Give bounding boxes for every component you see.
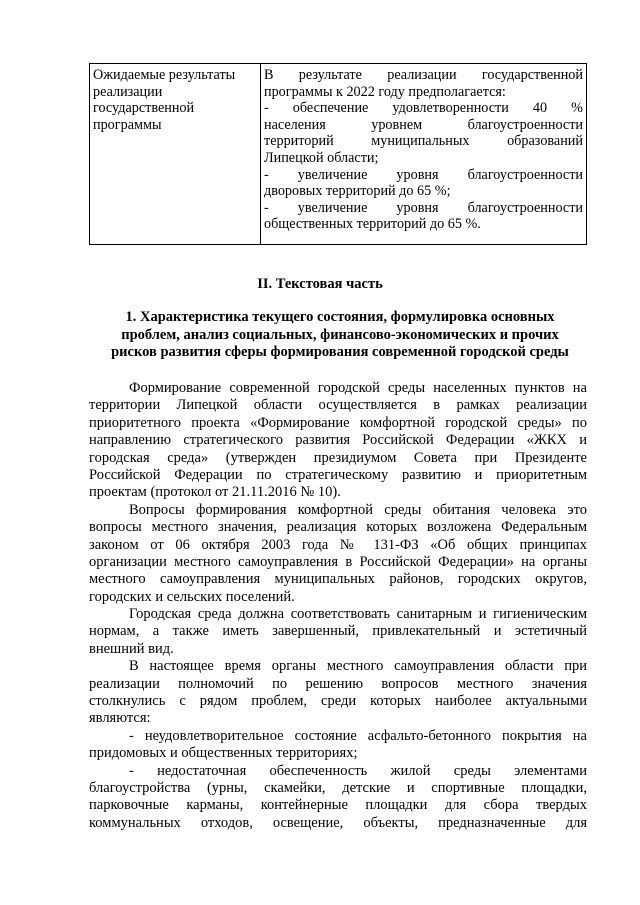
body-text-line: Российской Федерации по стратегическому развитию и приоритетным: [89, 466, 587, 483]
body-text-line: В настоящее время органы местного самоуправления области при: [129, 658, 587, 675]
body-text-line: приоритетного проекта «Формирование комфортной городской среды» по: [89, 414, 587, 431]
body-text-line: Городская среда должна соответствовать санитарным и гигиеническим: [129, 606, 587, 623]
table-content-line: - увеличение уровня благоустроенности: [264, 199, 583, 216]
table-label-cell: [90, 64, 261, 245]
body-text-line: направлению стратегического развития Российской Федерации «ЖКХ и: [89, 432, 587, 449]
table-content-line: территорий муниципальных образований: [264, 133, 583, 150]
body-text-line: городская среда» (утвержден президиумом Совета при Президенте: [89, 449, 587, 466]
body-text: [89, 380, 587, 832]
body-text-line: внешний вид.: [89, 640, 174, 657]
body-text-line: - недостаточная обеспеченность жилой среды элементами: [129, 762, 587, 779]
body-text-line: парковочные карманы, контейнерные площадки для сбора твердых: [89, 797, 587, 814]
body-text-line: нормам, а также иметь завершенный, привлекательный и эстетичный: [89, 623, 587, 640]
table-content-line: населения уровнем благоустроенности: [264, 116, 583, 133]
subsection-title-line: 1. Характеристика текущего состояния, формулировка основных: [125, 309, 555, 325]
body-text-line: вопросы местного значения, реализация которых возложена Федеральным: [89, 519, 587, 536]
subsection-title-line: проблем, анализ социальных, финансово-экономических и прочих: [121, 326, 559, 343]
table-content-line: - увеличение уровня благоустроенности: [264, 166, 583, 183]
subsection-title-line: рисков развития сферы формирования современной городской среды: [111, 344, 569, 360]
table-content-line: - обеспечение удовлетворенности 40 %: [264, 100, 583, 117]
body-text-line: придомовых и общественных территориях;: [89, 745, 358, 762]
section-title: II. Текстовая часть: [257, 276, 383, 292]
body-text-line: проектам (протокол от 21.11.2016 № 10).: [89, 484, 341, 501]
body-text-line: коммунальных отходов, освещение, объекты, предназначенные для: [89, 814, 587, 831]
body-text-line: организации местного самоуправления в Российской Федерации» на органы: [89, 553, 587, 570]
table-label-line: реализации: [93, 83, 163, 100]
program-passport-table: [89, 63, 587, 245]
table-content-line: общественных территорий до 65 %.: [264, 216, 481, 233]
table-content-cell: [261, 64, 587, 245]
body-text-line: Формирование современной городской среды населенных пунктов на: [129, 380, 587, 396]
body-text-line: реализации полномочий по решению вопросов местного значения: [89, 675, 587, 692]
body-text-line: столкнулись с рядом проблем, среди которых наиболее актуальными: [89, 693, 587, 710]
table-content-line: В результате реализации государственной: [264, 67, 583, 83]
table-content-line: дворовых территорий до 65 %;: [264, 183, 451, 200]
body-text-line: Вопросы формирования комфортной среды обитания человека это: [129, 501, 587, 518]
body-text-line: являются:: [89, 710, 151, 727]
table-label-line: Ожидаемые результаты: [93, 67, 236, 83]
body-text-line: местного самоуправления муниципальных районов, городских округов,: [89, 571, 587, 588]
table-content-line: Липецкой области;: [264, 149, 379, 166]
subsection-title: [80, 309, 600, 362]
table-content-line: программы к 2022 году предполагается:: [264, 83, 506, 100]
body-text-line: городских и сельских поселений.: [89, 588, 295, 605]
table-label-line: государственной: [93, 100, 195, 117]
table-label-line: программы: [93, 116, 162, 133]
body-text-line: - неудовлетворительное состояние асфальто-бетонного покрытия на: [129, 727, 587, 744]
body-text-line: благоустройства (урны, скамейки, детские и спортивные площадки,: [89, 779, 587, 796]
table-row: [90, 64, 587, 245]
body-text-line: территории Липецкой области осуществляется в рамках реализации: [89, 397, 587, 414]
body-text-line: законом от 06 октября 2003 года № 131-ФЗ «Об общих принципах: [89, 536, 587, 553]
